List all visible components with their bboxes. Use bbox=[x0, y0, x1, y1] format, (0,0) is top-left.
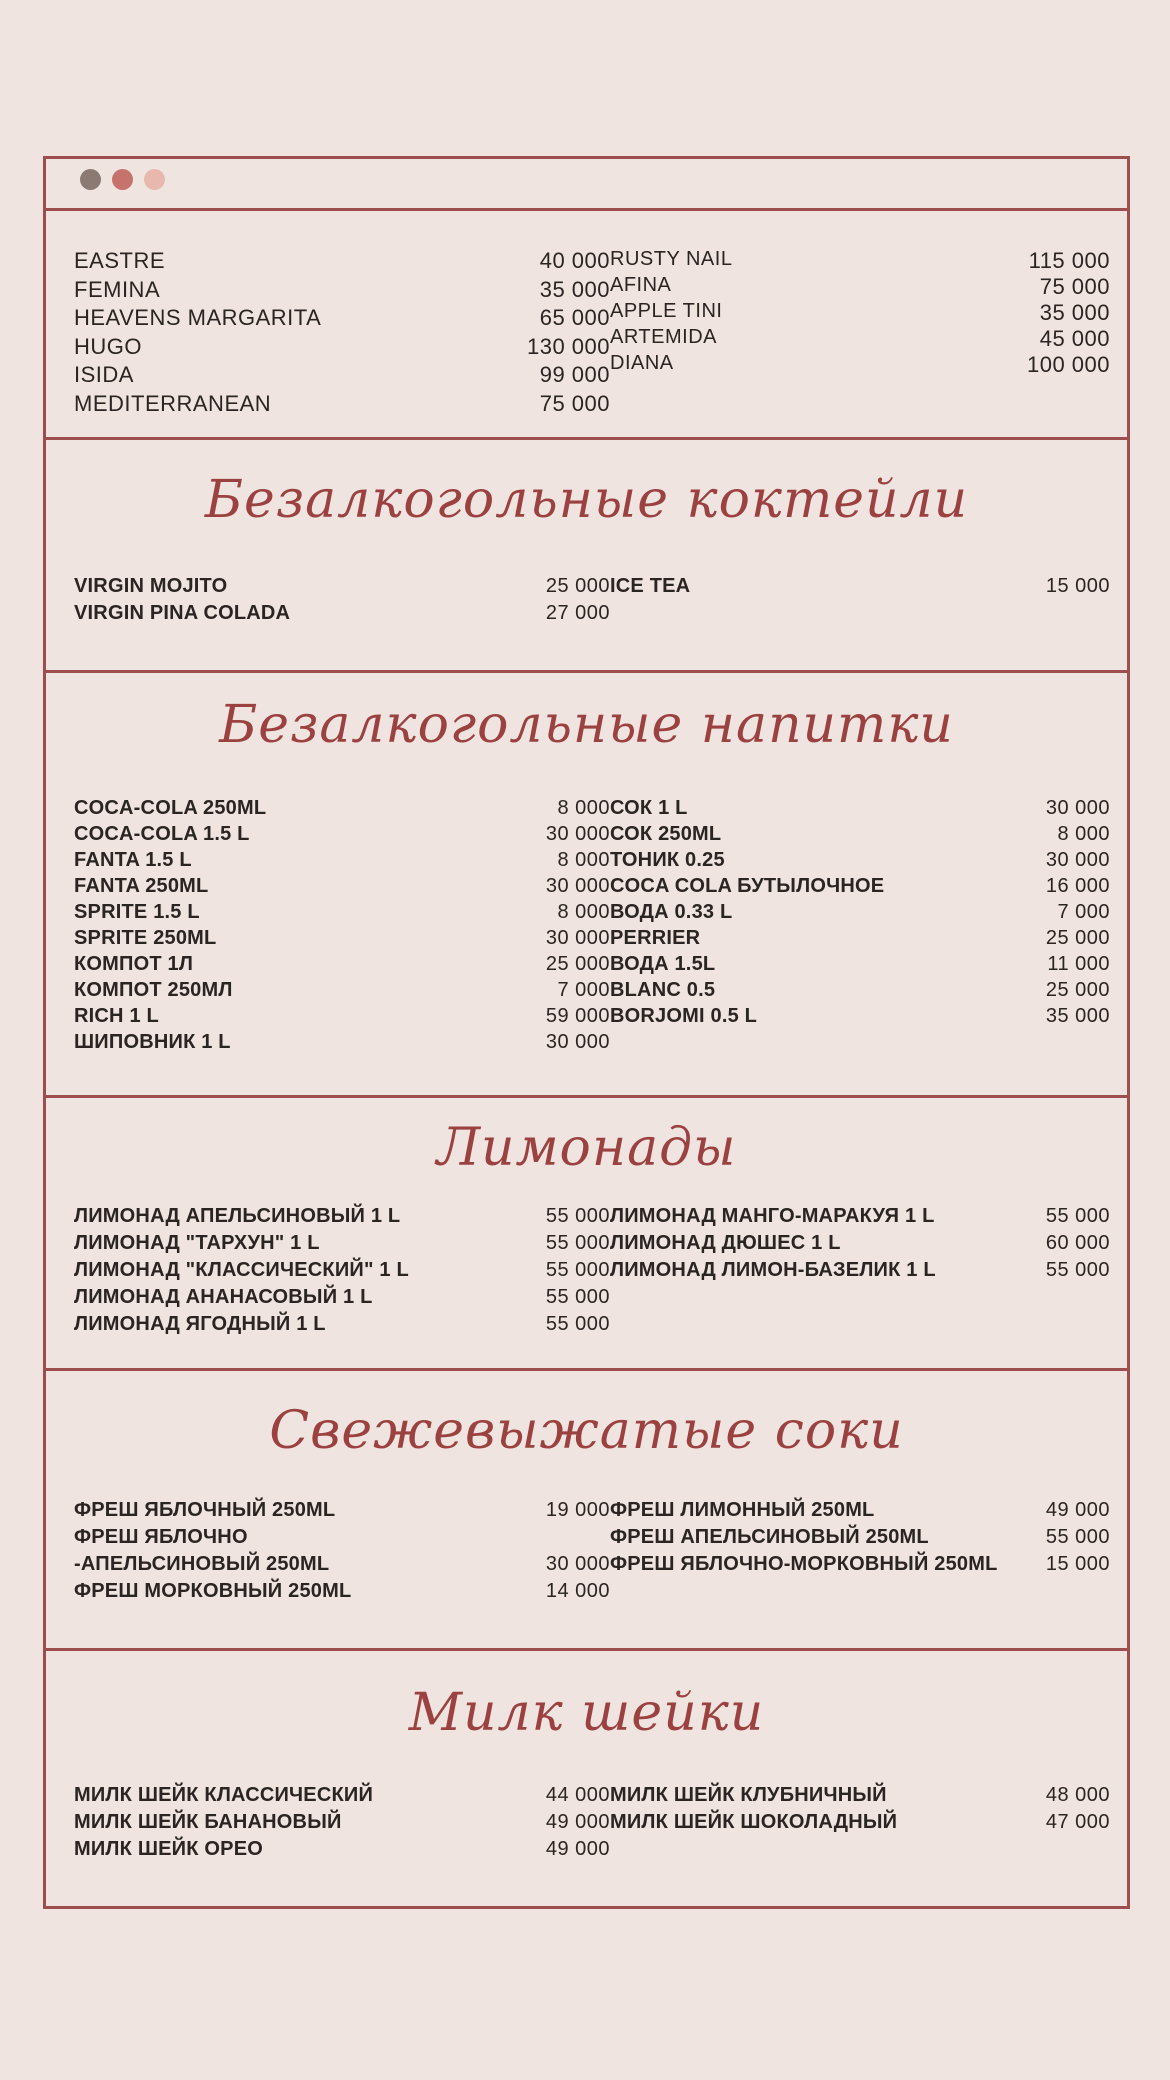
menu-item-name: ЛИМОНАД "ТАРХУН" 1 L bbox=[74, 1232, 320, 1254]
section-title: Милк шейки bbox=[408, 1683, 765, 1743]
menu-item-price: 60 000 bbox=[1045, 1232, 1110, 1254]
fresh-juices-right-list bbox=[610, 1499, 1110, 1580]
menu-item-price: 30 000 bbox=[545, 927, 610, 949]
menu-item-price: 8 000 bbox=[557, 901, 610, 923]
menu-item-price: 30 000 bbox=[545, 1031, 610, 1053]
menu-item bbox=[74, 1259, 610, 1286]
menu-item-name: ТОНИК 0.25 bbox=[610, 849, 725, 871]
lemonades-right-list bbox=[610, 1205, 1110, 1286]
menu-frame bbox=[43, 156, 1130, 1909]
section-nonalco-drinks bbox=[46, 673, 1127, 1098]
menu-item-price: 7 000 bbox=[557, 979, 610, 1001]
menu-item bbox=[74, 1838, 610, 1865]
menu-item bbox=[74, 334, 610, 363]
menu-item-price: 55 000 bbox=[1045, 1205, 1110, 1227]
menu-item-name: ФРЕШ АПЕЛЬСИНОВЫЙ 250ML bbox=[610, 1526, 929, 1548]
menu-item-price: 59 000 bbox=[545, 1005, 610, 1027]
menu-item-name: COCA COLA БУТЫЛОЧНОЕ bbox=[610, 875, 885, 897]
menu-item bbox=[74, 1232, 610, 1259]
menu-item-name: МИЛК ШЕЙК ОРЕО bbox=[74, 1838, 264, 1860]
menu-item-name: ЛИМОНАД ЯГОДНЫЙ 1 L bbox=[74, 1313, 326, 1335]
menu-item-name: HEAVENS MARGARITA bbox=[74, 305, 322, 331]
menu-item bbox=[610, 300, 1110, 326]
menu-item-price: 47 000 bbox=[1045, 1811, 1110, 1833]
menu-item bbox=[610, 875, 1110, 901]
menu-item-name: ВОДА 0.33 L bbox=[610, 901, 733, 923]
menu-item bbox=[610, 1205, 1110, 1232]
nonalco-cocktails-right-list bbox=[610, 575, 1110, 602]
menu-item-name: ЛИМОНАД "КЛАССИЧЕСКИЙ" 1 L bbox=[74, 1259, 409, 1281]
menu-item bbox=[74, 1005, 610, 1031]
menu-item-price: 30 000 bbox=[1045, 849, 1110, 871]
section-milkshakes bbox=[46, 1651, 1127, 1906]
menu-item-name: ФРЕШ ЯБЛОЧНО bbox=[74, 1526, 248, 1548]
menu-item-name: ЛИМОНАД АПЕЛЬСИНОВЫЙ 1 L bbox=[74, 1205, 401, 1227]
menu-item-price: 30 000 bbox=[545, 875, 610, 897]
menu-item-price: 49 000 bbox=[545, 1811, 610, 1833]
menu-item-name: ЛИМОНАД ДЮШЕС 1 L bbox=[610, 1232, 841, 1254]
menu-item-price: 11 000 bbox=[1047, 953, 1110, 975]
menu-item bbox=[610, 1005, 1110, 1031]
menu-item-price: 55 000 bbox=[545, 1313, 610, 1335]
menu-item bbox=[74, 575, 610, 602]
menu-item bbox=[74, 1499, 610, 1526]
menu-item-price: 30 000 bbox=[545, 823, 610, 845]
menu-item bbox=[74, 1811, 610, 1838]
menu-item-name: МИЛК ШЕЙК КЛУБНИЧНЫЙ bbox=[610, 1784, 887, 1806]
menu-item-name: FEMINA bbox=[74, 276, 161, 302]
menu-item-price: 25 000 bbox=[545, 953, 610, 975]
menu-item-price: 30 000 bbox=[545, 1553, 610, 1575]
section-nonalco-cocktails bbox=[46, 440, 1127, 673]
menu-item-price: 19 000 bbox=[545, 1499, 610, 1521]
menu-item bbox=[74, 797, 610, 823]
menu-item-name: ICE TEA bbox=[610, 575, 691, 597]
milkshakes-left-list bbox=[74, 1784, 610, 1865]
menu-item-price: 25 000 bbox=[1045, 979, 1110, 1001]
menu-item bbox=[610, 953, 1110, 979]
menu-item-name: СОК 1 L bbox=[610, 797, 688, 819]
menu-item bbox=[74, 1784, 610, 1811]
menu-item-name: BORJOMI 0.5 L bbox=[610, 1005, 758, 1027]
menu-item-price: 48 000 bbox=[1045, 1784, 1110, 1806]
menu-item-price: 16 000 bbox=[1045, 875, 1110, 897]
menu-item bbox=[610, 1499, 1110, 1526]
menu-item bbox=[74, 277, 610, 306]
menu-item bbox=[610, 979, 1110, 1005]
menu-item bbox=[74, 927, 610, 953]
section-title: Безалкогольные коктейли bbox=[204, 470, 969, 530]
menu-item-name: ФРЕШ МОРКОВНЫЙ 250ML bbox=[74, 1580, 352, 1602]
menu-item-price: 55 000 bbox=[545, 1259, 610, 1281]
menu-item-name: BLANC 0.5 bbox=[610, 979, 716, 1001]
menu-item-price: 65 000 bbox=[539, 305, 610, 331]
menu-item-price: 14 000 bbox=[545, 1580, 610, 1602]
menu-item bbox=[74, 901, 610, 927]
fresh-juices-left-list bbox=[74, 1499, 610, 1607]
menu-item-price: 115 000 bbox=[1028, 248, 1110, 273]
section-lemonades bbox=[46, 1098, 1127, 1371]
menu-item bbox=[74, 1286, 610, 1313]
menu-item bbox=[74, 1553, 610, 1580]
menu-item bbox=[74, 875, 610, 901]
window-dot-red bbox=[112, 169, 133, 190]
menu-item bbox=[610, 927, 1110, 953]
milkshakes-right-list bbox=[610, 1784, 1110, 1838]
menu-item-name: ЛИМОНАД МАНГО-МАРАКУЯ 1 L bbox=[610, 1205, 935, 1227]
menu-item-name: ЛИМОНАД АНАНАСОВЫЙ 1 L bbox=[74, 1286, 373, 1308]
menu-item-price: 55 000 bbox=[545, 1205, 610, 1227]
menu-item bbox=[610, 274, 1110, 300]
menu-item-price: 8 000 bbox=[1057, 823, 1110, 845]
menu-item bbox=[610, 901, 1110, 927]
nonalco-cocktails-left-list bbox=[74, 575, 610, 628]
menu-item bbox=[74, 602, 610, 629]
menu-item-name: VIRGIN PINA COLADA bbox=[74, 601, 291, 624]
menu-item bbox=[74, 1580, 610, 1607]
menu-item bbox=[74, 391, 610, 420]
menu-item-name: МИЛК ШЕЙК БАНАНОВЫЙ bbox=[74, 1811, 342, 1833]
menu-item bbox=[74, 305, 610, 334]
menu-item-price: 100 000 bbox=[1026, 352, 1110, 377]
menu-item-price: 15 000 bbox=[1045, 1553, 1110, 1575]
menu-item-name: ФРЕШ ЯБЛОЧНО-МОРКОВНЫЙ 250ML bbox=[610, 1553, 998, 1575]
menu-item-price: 55 000 bbox=[545, 1286, 610, 1308]
menu-item-name: SPRITE 1.5 L bbox=[74, 901, 200, 923]
menu-item-price: 55 000 bbox=[1045, 1259, 1110, 1281]
menu-item-name: СОК 250ML bbox=[610, 823, 722, 845]
section-cocktails bbox=[46, 211, 1127, 440]
nonalco-drinks-right-list bbox=[610, 797, 1110, 1031]
menu-item-price: 35 000 bbox=[539, 276, 610, 302]
window-bar bbox=[46, 159, 1127, 211]
menu-item-name: ШИПОВНИК 1 L bbox=[74, 1031, 231, 1053]
menu-item-price: 7 000 bbox=[1057, 901, 1110, 923]
menu-item-name: FANTA 1.5 L bbox=[74, 849, 192, 871]
menu-item bbox=[610, 1526, 1110, 1553]
menu-item-price: 55 000 bbox=[1045, 1526, 1110, 1548]
menu-item-price: 35 000 bbox=[1039, 300, 1110, 325]
menu-item-name: МИЛК ШЕЙК ШОКОЛАДНЫЙ bbox=[610, 1811, 898, 1833]
menu-item-name: ISIDA bbox=[74, 362, 134, 388]
menu-item-name: SPRITE 250ML bbox=[74, 927, 217, 949]
menu-item-name: MEDITERRANEAN bbox=[74, 390, 272, 416]
window-dot-pink bbox=[144, 169, 165, 190]
menu-item-price: 75 000 bbox=[539, 390, 610, 416]
section-title: Свежевыжатые соки bbox=[269, 1401, 904, 1461]
section-title: Лимонады bbox=[436, 1118, 737, 1178]
menu-item bbox=[610, 1259, 1110, 1286]
menu-item-name: ВОДА 1.5L bbox=[610, 953, 716, 975]
menu-item-price: 8 000 bbox=[557, 797, 610, 819]
menu-item-name: FANTA 250ML bbox=[74, 875, 209, 897]
menu-item bbox=[610, 797, 1110, 823]
nonalco-drinks-left-list bbox=[74, 797, 610, 1057]
menu-item bbox=[610, 352, 1110, 378]
menu-item bbox=[610, 248, 1110, 274]
menu-item-price: 40 000 bbox=[539, 248, 610, 273]
menu-item-price: 49 000 bbox=[1045, 1499, 1110, 1521]
menu-item-price: 35 000 bbox=[1045, 1005, 1110, 1027]
menu-item-name: МИЛК ШЕЙК КЛАССИЧЕСКИЙ bbox=[74, 1784, 374, 1806]
menu-item-price: 130 000 bbox=[526, 333, 610, 359]
menu-item-price: 55 000 bbox=[545, 1232, 610, 1254]
menu-item-name: AFINA bbox=[610, 274, 672, 296]
menu-item-price: 49 000 bbox=[545, 1838, 610, 1860]
menu-item bbox=[610, 575, 1110, 602]
menu-item bbox=[74, 979, 610, 1005]
cocktails-right-list bbox=[610, 248, 1110, 378]
menu-item-name: COCA-COLA 1.5 L bbox=[74, 823, 250, 845]
menu-item-name: ФРЕШ ЛИМОННЫЙ 250ML bbox=[610, 1499, 875, 1521]
menu-item-name: PERRIER bbox=[610, 927, 701, 949]
menu-item-price: 15 000 bbox=[1045, 575, 1110, 597]
menu-item-price: 45 000 bbox=[1039, 326, 1110, 351]
menu-item bbox=[610, 849, 1110, 875]
menu-item-name: DIANA bbox=[610, 352, 674, 374]
menu-item bbox=[74, 1205, 610, 1232]
menu-item bbox=[74, 953, 610, 979]
section-fresh-juices bbox=[46, 1371, 1127, 1651]
menu-item bbox=[74, 362, 610, 391]
section-title: Безалкогольные напитки bbox=[219, 695, 954, 755]
menu-item-name: RUSTY NAIL bbox=[610, 248, 733, 270]
menu-item-price: 25 000 bbox=[545, 575, 610, 597]
menu-item bbox=[74, 248, 610, 277]
menu-item-name: APPLE TINI bbox=[610, 300, 723, 322]
menu-item bbox=[610, 1553, 1110, 1580]
menu-item-name: RICH 1 L bbox=[74, 1005, 159, 1027]
menu-item bbox=[610, 823, 1110, 849]
menu-item-name: -АПЕЛЬСИНОВЫЙ 250ML bbox=[74, 1553, 330, 1575]
menu-item-price: 27 000 bbox=[545, 601, 610, 624]
menu-item-name: VIRGIN MOJITO bbox=[74, 575, 228, 597]
menu-item-price: 25 000 bbox=[1045, 927, 1110, 949]
menu-item bbox=[74, 1031, 610, 1057]
menu-item bbox=[74, 849, 610, 875]
menu-item-name: ФРЕШ ЯБЛОЧНЫЙ 250ML bbox=[74, 1499, 336, 1521]
menu-item-name: ARTEMIDA bbox=[610, 326, 717, 348]
menu-item-name: КОМПОТ 1Л bbox=[74, 953, 194, 975]
menu-item-name: EASTRE bbox=[74, 248, 166, 273]
menu-item-price: 30 000 bbox=[1045, 797, 1110, 819]
menu-item-name: ЛИМОНАД ЛИМОН-БАЗЕЛИК 1 L bbox=[610, 1259, 936, 1281]
menu-item-price: 75 000 bbox=[1039, 274, 1110, 299]
lemonades-left-list bbox=[74, 1205, 610, 1340]
window-dot-gray bbox=[80, 169, 101, 190]
menu-item bbox=[610, 1811, 1110, 1838]
menu-item-name: HUGO bbox=[74, 333, 142, 359]
menu-item-name: COCA-COLA 250ML bbox=[74, 797, 267, 819]
menu-item-price: 8 000 bbox=[557, 849, 610, 871]
menu-item bbox=[74, 823, 610, 849]
menu-item bbox=[610, 1232, 1110, 1259]
menu-item-price: 44 000 bbox=[545, 1784, 610, 1806]
menu-item-price: 99 000 bbox=[539, 362, 610, 388]
menu-item bbox=[610, 1784, 1110, 1811]
menu-item bbox=[74, 1313, 610, 1340]
menu-item bbox=[74, 1526, 610, 1553]
cocktails-left-list bbox=[74, 248, 610, 420]
menu-item-name: КОМПОТ 250МЛ bbox=[74, 979, 233, 1001]
menu-item bbox=[610, 326, 1110, 352]
